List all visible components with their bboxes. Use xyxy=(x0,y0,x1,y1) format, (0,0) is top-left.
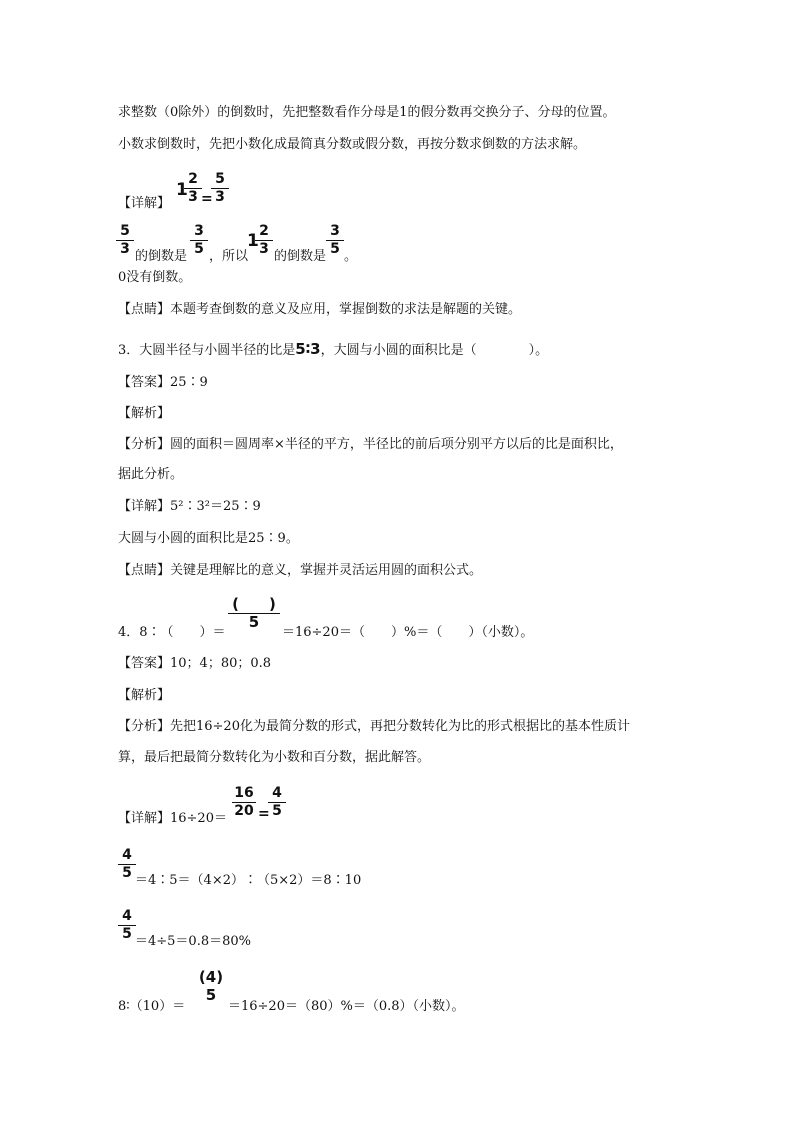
fraction: 4 5 xyxy=(268,786,286,819)
fraction: 2 3 xyxy=(184,172,202,205)
fraction: 16 20 xyxy=(232,786,256,819)
text-line: 0没有倒数。 xyxy=(118,270,192,285)
answer: 【答案】10；4；80；0.8 xyxy=(118,656,272,671)
key-point: 【点睛】本题考查倒数的意义及应用，掌握倒数的求法是解题的关键。 xyxy=(118,302,522,317)
analysis-text: 据此分析。 xyxy=(118,467,184,482)
analysis-heading: 【解析】 xyxy=(118,406,171,421)
analysis-text: 【分析】先把16÷20化为最简分数的形式，再把分数转化为比的形式根据比的基本性质计 xyxy=(118,719,630,734)
decimal-equation: ＝4÷5＝0.8＝80% xyxy=(135,934,252,949)
question-4: 4．8∶（ ）＝ xyxy=(118,625,226,640)
fraction: 5 3 xyxy=(211,172,229,205)
analysis-text: 算，最后把最简分数转化为小数和百分数，据此解答。 xyxy=(118,750,431,765)
fraction: 5 3 xyxy=(116,224,134,257)
detail-label: 【详解】 xyxy=(118,196,171,211)
fraction: 2 3 xyxy=(255,224,273,257)
text-line: 求整数（0除外）的倒数时，先把整数看作分母是1的假分数再交换分子、分母的位置。 xyxy=(118,105,616,120)
equals-sign: = xyxy=(258,806,270,822)
fraction: 4 5 xyxy=(118,909,136,942)
mixed-whole: 1 xyxy=(176,180,188,200)
analysis-heading: 【解析】 xyxy=(118,688,171,703)
equals-sign: = xyxy=(201,191,213,207)
ratio-equation: ＝4∶5＝（4×2）∶（5×2）＝8∶10 xyxy=(135,873,362,888)
text-span: 。 xyxy=(344,249,358,264)
key-point: 【点睛】关键是理解比的意义，掌握并灵活运用圆的面积公式。 xyxy=(118,563,483,578)
detail-text: 【详解】5²∶3²＝25∶9 xyxy=(118,499,261,514)
detail-text: 【详解】16÷20＝ xyxy=(118,811,227,826)
fraction: (4) 5 xyxy=(198,968,224,1004)
text-line: 小数求倒数时，先把小数化成最简真分数或假分数，再按分数求倒数的方法求解。 xyxy=(118,137,587,152)
question-4-rest: ＝16÷20＝（ ）%＝（ ）（小数）。 xyxy=(282,625,534,640)
question-3: 3．大圆半径与小圆半径的比是5∶3，大圆与小圆的面积比是（ ）。 xyxy=(118,340,549,358)
fraction: 4 5 xyxy=(118,848,136,881)
fraction: 3 5 xyxy=(190,224,208,257)
final-answer-rest: ＝16÷20＝（80）%＝（0.8）（小数）。 xyxy=(228,999,465,1014)
analysis-text: 【分析】圆的面积＝圆周率×半径的平方，半径比的前后项分别平方以后的比是面积比， xyxy=(118,437,623,452)
fraction: 3 5 xyxy=(326,224,344,257)
text-span: 的倒数是 xyxy=(135,249,188,264)
ratio: 5∶3 xyxy=(295,340,321,358)
text-span: 的倒数是 xyxy=(274,249,327,264)
mixed-whole: 1 xyxy=(247,231,259,251)
text-span: ，所以 xyxy=(209,249,249,264)
fraction-blank: ( ) 5 xyxy=(228,597,280,630)
answer: 【答案】25∶9 xyxy=(118,375,208,390)
final-answer: 8∶（10）＝ xyxy=(118,999,186,1014)
result-text: 大圆与小圆的面积比是25∶9。 xyxy=(118,531,299,546)
